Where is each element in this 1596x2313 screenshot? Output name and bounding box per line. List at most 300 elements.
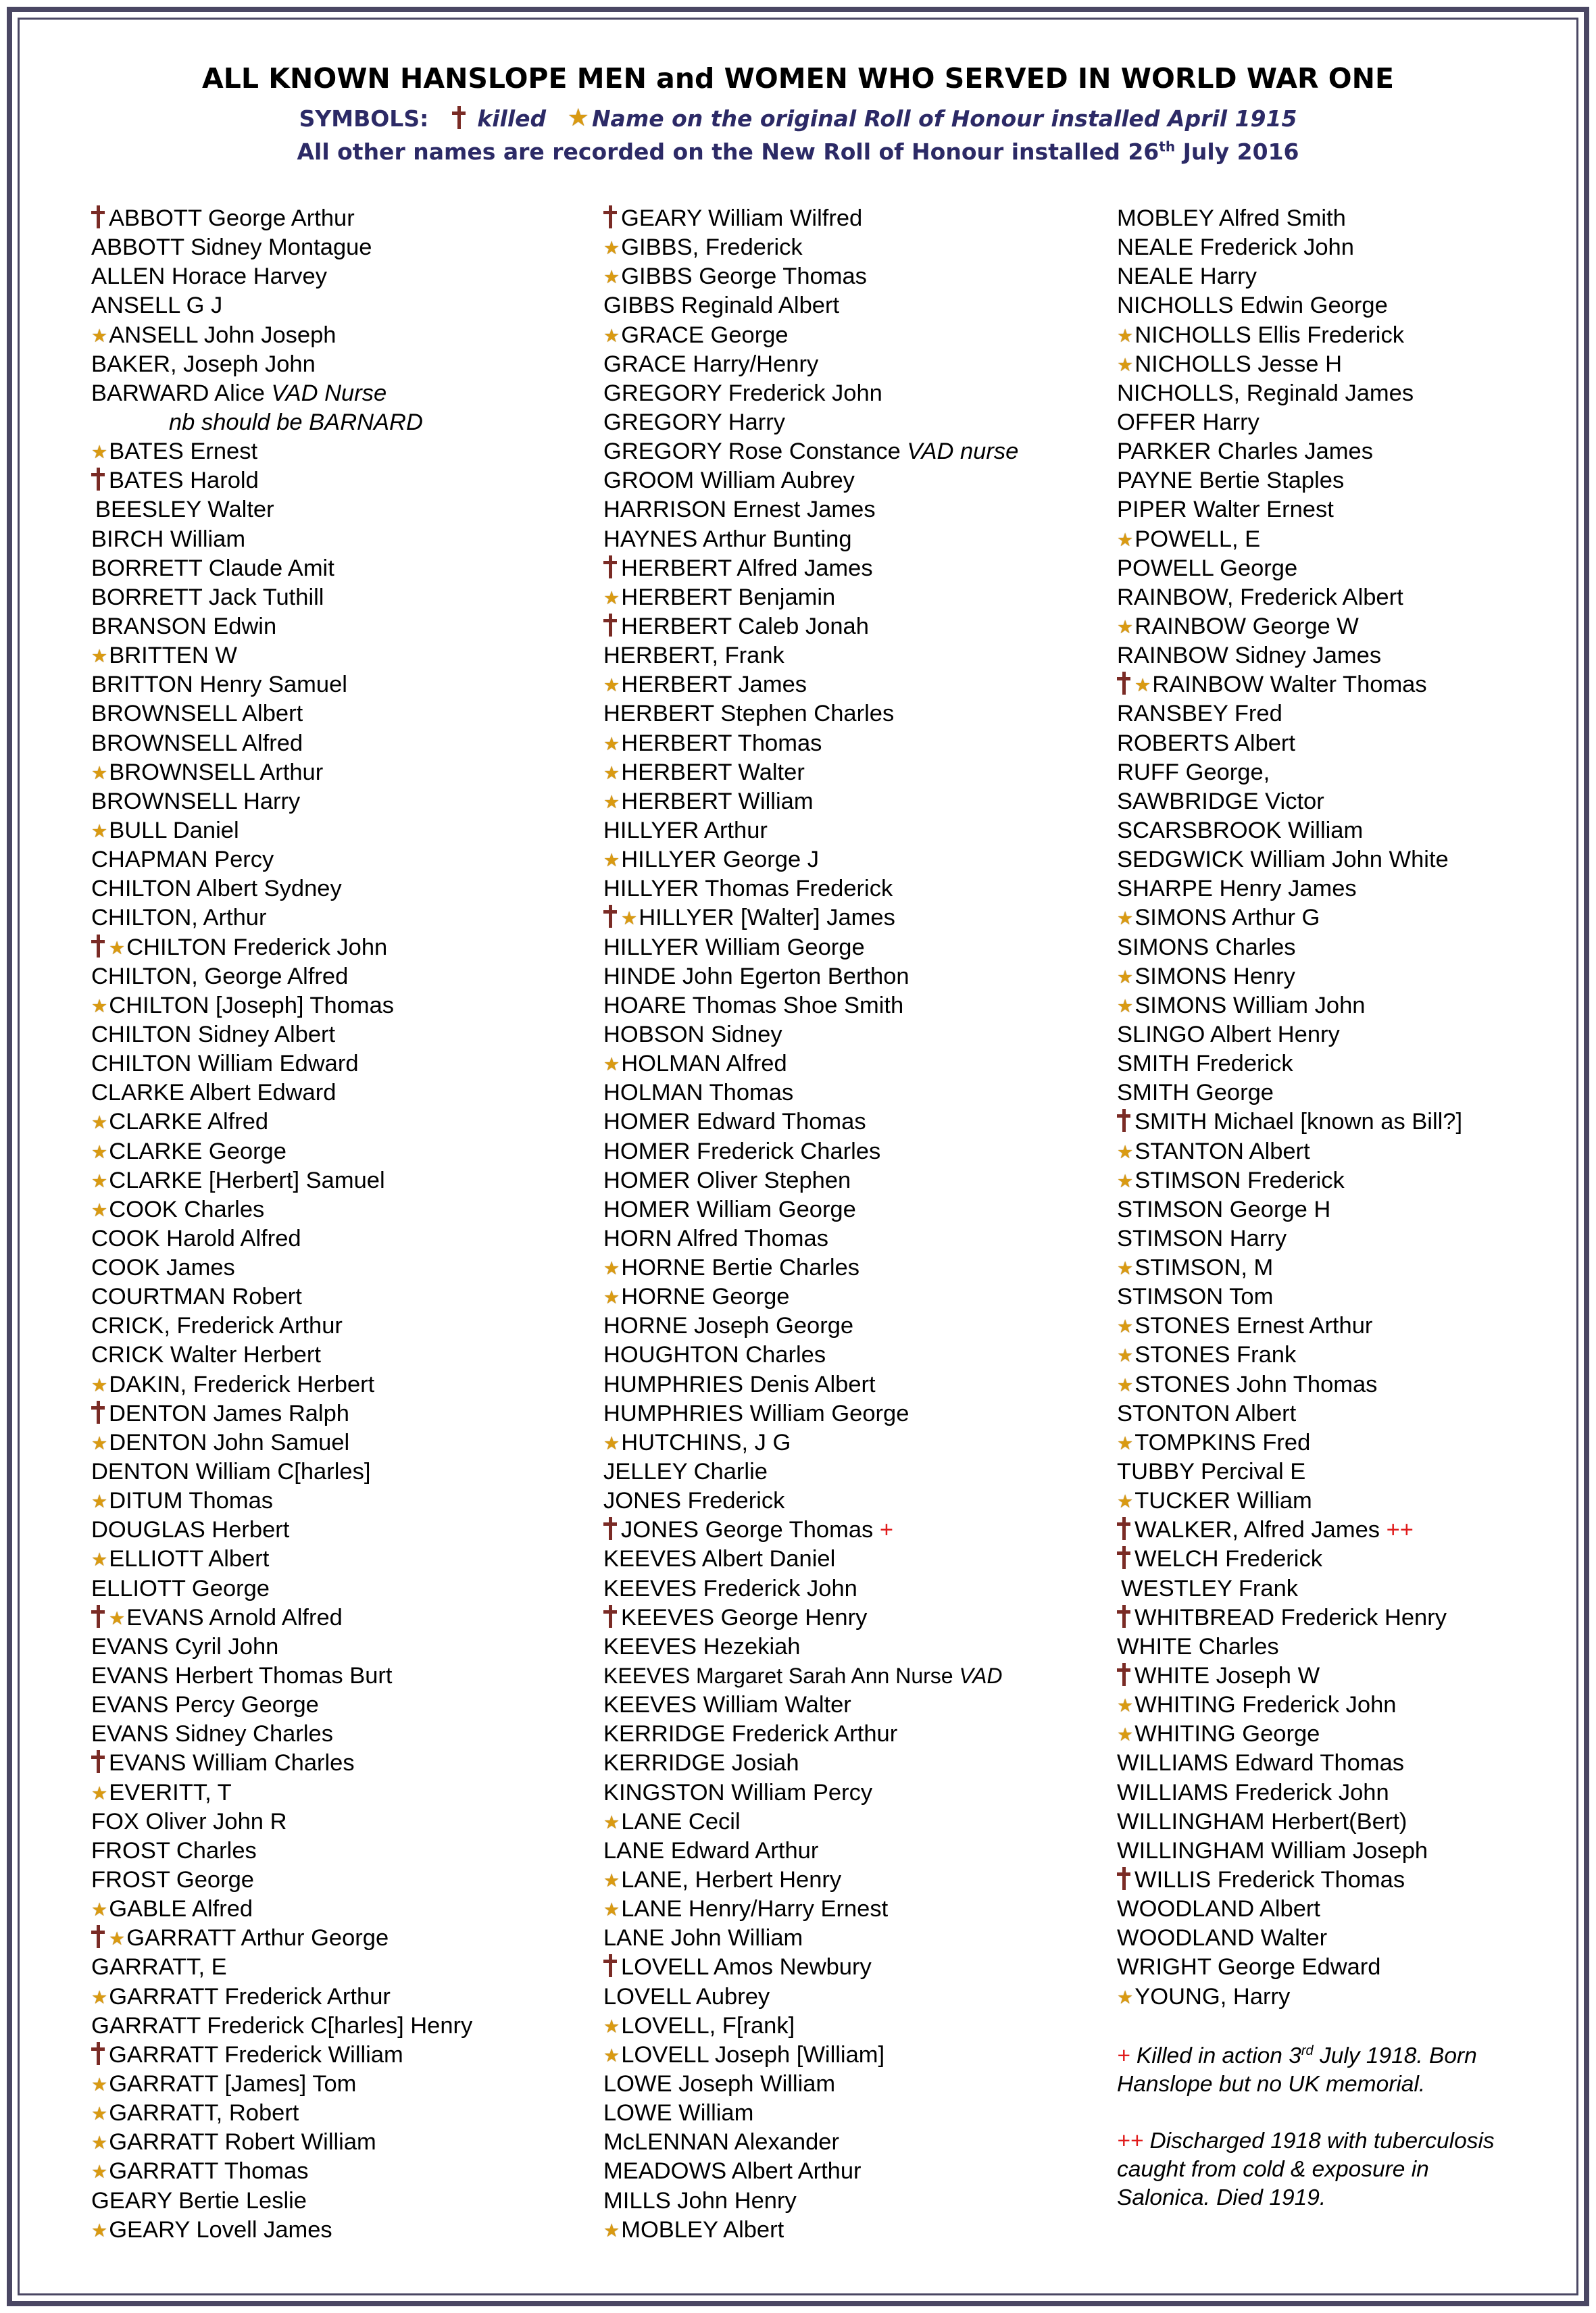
name-entry bbox=[91, 787, 591, 816]
name-text: ABBOTT George Arthur bbox=[109, 205, 355, 231]
name-entry bbox=[603, 1020, 1103, 1049]
name-entry bbox=[91, 291, 591, 320]
cross-icon bbox=[1117, 1109, 1130, 1132]
name-text: BATES Harold bbox=[109, 468, 259, 494]
name-entry bbox=[603, 554, 1103, 583]
name-text: HORNE Bertie Charles bbox=[621, 1255, 859, 1281]
name-entry bbox=[603, 1633, 1103, 1662]
name-text: BROWNSELL Albert bbox=[91, 701, 303, 727]
name-entry bbox=[603, 2216, 1103, 2245]
name-text: GARRATT Robert William bbox=[109, 2129, 376, 2156]
cross-icon bbox=[452, 106, 466, 129]
name-entry bbox=[91, 1603, 591, 1633]
name-text: HUMPHRIES Denis Albert bbox=[603, 1371, 876, 1397]
name-text: TUCKER William bbox=[1134, 1488, 1312, 1514]
star-icon: ★ bbox=[1117, 1170, 1134, 1191]
name-entry bbox=[1117, 350, 1583, 379]
name-text: KINGSTON William Percy bbox=[603, 1779, 873, 1806]
name-text: GIBBS, Frederick bbox=[621, 234, 803, 261]
name-entry bbox=[603, 670, 1103, 699]
name-entry bbox=[91, 1516, 591, 1545]
name-entry bbox=[603, 1195, 1103, 1224]
name-entry bbox=[603, 495, 1103, 524]
star-icon: ★ bbox=[91, 1170, 108, 1191]
name-text: SMITH Michael [known as Bill?] bbox=[1134, 1109, 1463, 1135]
name-entry bbox=[603, 1749, 1103, 1778]
star-icon: ★ bbox=[1117, 1141, 1134, 1162]
name-text: ELLIOTT Albert bbox=[109, 1546, 270, 1572]
name-text: RAINBOW, Frederick Albert bbox=[1117, 584, 1403, 610]
name-entry bbox=[91, 816, 591, 845]
star-icon: ★ bbox=[1117, 529, 1134, 550]
cross-icon bbox=[91, 1925, 105, 1948]
name-text: POWELL, E bbox=[1134, 526, 1261, 552]
name-text: CHILTON Sidney Albert bbox=[91, 1021, 336, 1047]
name-entry bbox=[91, 1224, 591, 1253]
name-text: NICHOLLS, Reginald James bbox=[1117, 380, 1414, 406]
name-entry bbox=[91, 1108, 591, 1137]
name-text: GROOM William Aubrey bbox=[603, 468, 855, 494]
name-text: HUTCHINS, J G bbox=[621, 1429, 791, 1456]
name-entry bbox=[91, 2099, 591, 2128]
name-entry bbox=[91, 233, 591, 262]
footnote-1-sup: rd bbox=[1301, 2043, 1314, 2058]
name-text: HERBERT Stephen Charles bbox=[603, 701, 895, 727]
name-text: MOBLEY Alfred Smith bbox=[1117, 205, 1346, 231]
name-text: EVANS William Charles bbox=[109, 1750, 355, 1776]
role-note: VAD Nurse bbox=[271, 380, 387, 406]
name-text: LOVELL Amos Newbury bbox=[621, 1954, 872, 1981]
footnote-1 bbox=[1117, 2037, 1583, 2099]
name-text: WESTLEY Frank bbox=[1121, 1575, 1299, 1601]
name-entry bbox=[603, 2187, 1103, 2216]
name-entry bbox=[1117, 1545, 1583, 1574]
star-icon: ★ bbox=[1117, 1258, 1134, 1279]
name-text: WOODLAND Albert bbox=[1117, 1896, 1320, 1922]
star-icon: ★ bbox=[1117, 616, 1134, 637]
name-entry bbox=[603, 1574, 1103, 1603]
name-text: HOLMAN Thomas bbox=[603, 1080, 794, 1106]
star-icon: ★ bbox=[1117, 1345, 1134, 1366]
name-entry bbox=[91, 2187, 591, 2216]
name-entry bbox=[603, 2128, 1103, 2157]
name-entry bbox=[603, 1924, 1103, 1953]
name-entry bbox=[1117, 1487, 1583, 1516]
star-icon: ★ bbox=[1117, 1695, 1134, 1716]
name-entry bbox=[91, 903, 591, 932]
name-text: GEARY Bertie Leslie bbox=[91, 2187, 307, 2214]
name-text: SIMONS Henry bbox=[1134, 963, 1295, 989]
star-icon: ★ bbox=[1134, 675, 1151, 696]
name-entry bbox=[91, 350, 591, 379]
name-entry bbox=[1117, 1691, 1583, 1720]
cross-icon bbox=[603, 614, 617, 637]
name-entry bbox=[91, 1137, 591, 1166]
name-text: HOMER William George bbox=[603, 1196, 856, 1222]
symbols-label: SYMBOLS: bbox=[299, 105, 429, 132]
name-text: LOWE William bbox=[603, 2100, 754, 2127]
names-column-2 bbox=[603, 204, 1103, 2245]
roll-note-text: All other names are recorded on the New Roll of Honour installed 26 bbox=[297, 139, 1159, 165]
name-text: GREGORY Harry bbox=[603, 409, 786, 435]
star-icon: ★ bbox=[109, 1608, 126, 1628]
star-icon: ★ bbox=[109, 937, 126, 958]
cross-icon bbox=[91, 468, 105, 491]
name-entry bbox=[603, 1983, 1103, 2012]
name-text: BAKER, Joseph John bbox=[91, 351, 316, 377]
name-text: HILLYER Thomas Frederick bbox=[603, 876, 893, 902]
name-text: GRACE George bbox=[621, 322, 789, 348]
name-entry bbox=[1117, 1224, 1583, 1253]
cross-icon bbox=[1117, 1867, 1130, 1890]
name-entry bbox=[1117, 1370, 1583, 1399]
star-icon: ★ bbox=[603, 1870, 620, 1891]
name-entry bbox=[1117, 641, 1583, 670]
cross-icon bbox=[603, 1954, 617, 1977]
name-text: LANE Henry/Harry Ernest bbox=[621, 1896, 889, 1922]
name-entry bbox=[603, 1691, 1103, 1720]
name-entry bbox=[603, 1312, 1103, 1341]
name-text: DOUGLAS Herbert bbox=[91, 1517, 290, 1543]
name-text: BROWNSELL Harry bbox=[91, 788, 301, 814]
footnote-1-text-b: July 1918. Born bbox=[1313, 2043, 1477, 2068]
name-text: STONTON Albert bbox=[1117, 1400, 1297, 1426]
name-entry bbox=[91, 1370, 591, 1399]
name-text: SIMONS William John bbox=[1134, 992, 1366, 1018]
name-text: CHILTON, George Alfred bbox=[91, 963, 349, 989]
name-entry bbox=[91, 408, 591, 437]
name-text: WHITING Frederick John bbox=[1134, 1692, 1397, 1718]
star-icon: ★ bbox=[91, 1899, 108, 1920]
name-entry bbox=[91, 1953, 591, 1982]
name-text: ANSELL G J bbox=[91, 293, 223, 319]
name-entry bbox=[91, 1720, 591, 1749]
star-icon: ★ bbox=[603, 850, 620, 871]
name-entry bbox=[1117, 1078, 1583, 1108]
name-text: GARRATT Frederick C[harles] Henry bbox=[91, 2012, 473, 2039]
name-entry bbox=[603, 1603, 1103, 1633]
name-text: BORRETT Jack Tuthill bbox=[91, 584, 324, 610]
name-text: MOBLEY Albert bbox=[621, 2216, 784, 2243]
name-text: WILLIS Frederick Thomas bbox=[1134, 1867, 1405, 1893]
name-entry bbox=[603, 612, 1103, 641]
name-entry bbox=[603, 991, 1103, 1020]
name-text: NEALE Harry bbox=[1117, 264, 1257, 290]
name-entry bbox=[91, 2012, 591, 2041]
star-icon: ★ bbox=[567, 104, 589, 132]
star-icon: ★ bbox=[1117, 325, 1134, 346]
name-text: TOMPKINS Fred bbox=[1134, 1429, 1311, 1456]
roll-note-suffix: July 2016 bbox=[1175, 139, 1299, 165]
name-entry bbox=[603, 466, 1103, 495]
name-text: WILLINGHAM Herbert(Bert) bbox=[1117, 1808, 1407, 1835]
name-text: BARWARD Alice bbox=[91, 380, 272, 406]
star-icon: ★ bbox=[91, 1987, 108, 2008]
name-text: GARRATT Thomas bbox=[109, 2158, 309, 2185]
name-text: DENTON William C[harles] bbox=[91, 1459, 371, 1485]
name-text: STIMSON Frederick bbox=[1134, 1167, 1345, 1193]
name-entry bbox=[91, 437, 591, 466]
star-icon: ★ bbox=[603, 2045, 620, 2066]
name-text: KEEVES Margaret Sarah Ann Nurse bbox=[603, 1664, 959, 1689]
name-entry bbox=[1117, 1662, 1583, 1691]
name-text: NICHOLLS Edwin George bbox=[1117, 293, 1388, 319]
cross-icon bbox=[603, 1605, 617, 1628]
name-text: GARRATT, E bbox=[91, 1954, 227, 1981]
cross-icon bbox=[603, 205, 617, 228]
name-text: EVANS Sidney Charles bbox=[91, 1721, 333, 1747]
name-text: HAYNES Arthur Bunting bbox=[603, 526, 852, 552]
name-entry bbox=[1117, 1458, 1583, 1487]
name-text: WALKER, Alfred James bbox=[1134, 1517, 1387, 1543]
name-entry bbox=[91, 612, 591, 641]
star-icon: ★ bbox=[91, 820, 108, 841]
name-entry bbox=[91, 1633, 591, 1662]
name-entry bbox=[603, 2041, 1103, 2070]
name-text: KEEVES Hezekiah bbox=[603, 1633, 801, 1660]
name-entry bbox=[1117, 1137, 1583, 1166]
name-entry bbox=[603, 1108, 1103, 1137]
cross-icon bbox=[91, 935, 105, 957]
name-text: GIBBS Reginald Albert bbox=[603, 293, 840, 319]
symbols-legend bbox=[0, 104, 1596, 132]
name-entry bbox=[91, 1779, 591, 1808]
name-entry bbox=[603, 845, 1103, 874]
name-text: COOK Charles bbox=[109, 1196, 265, 1222]
name-entry bbox=[1117, 699, 1583, 728]
name-text: CLARKE Alfred bbox=[109, 1109, 269, 1135]
name-entry bbox=[1117, 845, 1583, 874]
name-text: KERRIDGE Frederick Arthur bbox=[603, 1721, 898, 1747]
name-text: LANE Edward Arthur bbox=[603, 1837, 819, 1864]
name-entry bbox=[603, 816, 1103, 845]
name-text: McLENNAN Alexander bbox=[603, 2129, 839, 2156]
name-text: BRITTEN W bbox=[109, 643, 237, 669]
name-entry bbox=[603, 1224, 1103, 1253]
name-text: FOX Oliver John R bbox=[91, 1808, 287, 1835]
name-entry bbox=[91, 699, 591, 728]
page-title: ALL KNOWN HANSLOPE MEN and WOMEN WHO SERVED IN WORLD WAR ONE bbox=[202, 62, 1394, 95]
name-entry bbox=[603, 262, 1103, 291]
star-icon: ★ bbox=[91, 762, 108, 783]
name-entry bbox=[1117, 1603, 1583, 1633]
name-entry bbox=[603, 1166, 1103, 1195]
name-text: SHARPE Henry James bbox=[1117, 876, 1357, 902]
star-icon: ★ bbox=[91, 995, 108, 1016]
footnote-1-text-a: Killed in action 3 bbox=[1130, 2043, 1301, 2068]
name-text: EVANS Percy George bbox=[91, 1692, 319, 1718]
name-text: JONES Frederick bbox=[603, 1488, 785, 1514]
name-entry bbox=[1117, 233, 1583, 262]
name-entry bbox=[603, 525, 1103, 554]
name-entry bbox=[91, 933, 591, 962]
names-column-3 bbox=[1117, 204, 1583, 2212]
name-entry bbox=[1117, 1312, 1583, 1341]
name-entry bbox=[1117, 1516, 1583, 1545]
name-text: BROWNSELL Alfred bbox=[91, 730, 303, 756]
name-text: HARRISON Ernest James bbox=[603, 497, 876, 523]
name-text: KEEVES Frederick John bbox=[603, 1575, 857, 1601]
name-entry bbox=[1117, 962, 1583, 991]
star-icon: ★ bbox=[91, 2162, 108, 2183]
name-text: STIMSON Tom bbox=[1117, 1284, 1274, 1310]
name-entry bbox=[603, 1078, 1103, 1108]
name-text: GARRATT, Robert bbox=[109, 2100, 299, 2127]
name-text: COOK James bbox=[91, 1255, 235, 1281]
name-entry bbox=[91, 583, 591, 612]
name-text: BROWNSELL Arthur bbox=[109, 759, 324, 785]
star-label: Name on the original Roll of Honour installed April 1915 bbox=[591, 105, 1297, 132]
cross-icon bbox=[91, 1401, 105, 1424]
name-text: COOK Harold Alfred bbox=[91, 1225, 301, 1251]
name-entry bbox=[91, 962, 591, 991]
footnote-2-text-b: caught from cold & exposure in bbox=[1117, 2156, 1429, 2182]
name-text: WHITE Charles bbox=[1117, 1633, 1279, 1660]
star-icon: ★ bbox=[603, 1258, 620, 1279]
name-entry bbox=[91, 1808, 591, 1837]
name-entry bbox=[1117, 437, 1583, 466]
name-text: HERBERT Walter bbox=[621, 759, 805, 785]
star-icon: ★ bbox=[91, 646, 108, 667]
name-entry bbox=[91, 1049, 591, 1078]
name-entry bbox=[91, 1895, 591, 1924]
name-text: GARRATT Frederick William bbox=[109, 2041, 403, 2068]
name-entry bbox=[603, 350, 1103, 379]
cross-icon bbox=[1117, 672, 1130, 695]
name-text: LANE, Herbert Henry bbox=[621, 1867, 842, 1893]
name-text: MILLS John Henry bbox=[603, 2187, 797, 2214]
name-entry bbox=[91, 525, 591, 554]
name-entry bbox=[1117, 1983, 1583, 2012]
name-text: CHILTON, Arthur bbox=[91, 905, 267, 931]
name-entry bbox=[603, 1662, 1103, 1691]
name-text: GEARY William Wilfred bbox=[621, 205, 863, 231]
name-entry bbox=[91, 1283, 591, 1312]
star-icon: ★ bbox=[91, 1199, 108, 1220]
name-text: SMITH Frederick bbox=[1117, 1051, 1293, 1077]
name-entry bbox=[1117, 466, 1583, 495]
name-entry bbox=[603, 1895, 1103, 1924]
name-text: WHITING George bbox=[1134, 1721, 1320, 1747]
name-entry bbox=[1117, 729, 1583, 758]
cross-icon bbox=[91, 1750, 105, 1773]
name-entry bbox=[1117, 874, 1583, 903]
footnote-2-text-a: Discharged 1918 with tuberculosis bbox=[1143, 2128, 1495, 2154]
name-entry bbox=[603, 962, 1103, 991]
name-entry bbox=[1117, 1895, 1583, 1924]
star-icon: ★ bbox=[603, 791, 620, 812]
star-icon: ★ bbox=[109, 1929, 126, 1949]
star-icon: ★ bbox=[603, 762, 620, 783]
name-entry bbox=[1117, 1195, 1583, 1224]
name-text: SIMONS Arthur G bbox=[1134, 905, 1320, 931]
name-entry bbox=[91, 1020, 591, 1049]
name-entry bbox=[91, 1662, 591, 1691]
footnote-1-text-c: Hanslope but no UK memorial. bbox=[1117, 2071, 1426, 2097]
star-icon: ★ bbox=[603, 587, 620, 608]
name-text: BEESLEY Walter bbox=[95, 497, 274, 523]
name-text: FROST George bbox=[91, 1867, 254, 1893]
name-text: NICHOLLS Jesse H bbox=[1134, 351, 1342, 377]
star-icon: ★ bbox=[603, 1287, 620, 1308]
cross-icon bbox=[1117, 1546, 1130, 1569]
name-entry bbox=[603, 204, 1103, 233]
name-text: GIBBS George Thomas bbox=[621, 264, 867, 290]
star-icon: ★ bbox=[1117, 1316, 1134, 1337]
name-text: SAWBRIDGE Victor bbox=[1117, 788, 1324, 814]
name-entry bbox=[91, 874, 591, 903]
star-icon: ★ bbox=[91, 325, 108, 346]
name-text: HOMER Frederick Charles bbox=[603, 1138, 881, 1164]
single-plus-mark: + bbox=[1117, 2043, 1130, 2068]
cross-icon bbox=[603, 555, 617, 578]
name-entry bbox=[603, 1866, 1103, 1895]
name-text: SIMONS Charles bbox=[1117, 934, 1296, 960]
name-text: WRIGHT George Edward bbox=[1117, 1954, 1381, 1981]
name-entry bbox=[91, 321, 591, 350]
name-entry bbox=[91, 2070, 591, 2099]
name-text: TUBBY Percival E bbox=[1117, 1459, 1306, 1485]
name-entry bbox=[1117, 408, 1583, 437]
name-entry bbox=[1117, 1341, 1583, 1370]
name-text: KEEVES William Walter bbox=[603, 1692, 851, 1718]
name-entry bbox=[603, 379, 1103, 408]
name-text: HORNE Joseph George bbox=[603, 1313, 854, 1339]
star-icon: ★ bbox=[1117, 1491, 1134, 1512]
name-entry bbox=[603, 903, 1103, 932]
name-entry bbox=[1117, 1574, 1583, 1603]
name-entry bbox=[91, 1545, 591, 1574]
name-entry bbox=[91, 641, 591, 670]
name-entry bbox=[603, 583, 1103, 612]
name-entry bbox=[91, 2216, 591, 2245]
name-entry bbox=[603, 1837, 1103, 1866]
name-text: YOUNG, Harry bbox=[1134, 1983, 1291, 2010]
cross-icon bbox=[603, 905, 617, 928]
name-text: HERBERT William bbox=[621, 788, 814, 814]
name-entry bbox=[1117, 1283, 1583, 1312]
name-text: WILLIAMS Edward Thomas bbox=[1117, 1750, 1405, 1776]
name-text: RANSBEY Fred bbox=[1117, 701, 1282, 727]
name-entry bbox=[91, 495, 591, 524]
name-text: BRANSON Edwin bbox=[91, 613, 277, 639]
name-entry bbox=[603, 874, 1103, 903]
name-entry bbox=[1117, 1020, 1583, 1049]
name-text: HUMPHRIES William George bbox=[603, 1400, 909, 1426]
star-icon: ★ bbox=[1117, 1987, 1134, 2008]
name-text: GARRATT [James] Tom bbox=[109, 2071, 357, 2097]
name-text: HINDE John Egerton Berthon bbox=[603, 963, 909, 989]
name-entry bbox=[603, 699, 1103, 728]
name-entry bbox=[603, 1487, 1103, 1516]
name-entry bbox=[603, 1545, 1103, 1574]
star-icon: ★ bbox=[603, 1899, 620, 1920]
name-entry bbox=[91, 1458, 591, 1487]
name-entry bbox=[91, 991, 591, 1020]
cross-icon bbox=[1117, 1663, 1130, 1686]
star-icon: ★ bbox=[1117, 1433, 1134, 1453]
name-text: STANTON Albert bbox=[1134, 1138, 1310, 1164]
name-text: WHITE Joseph W bbox=[1134, 1663, 1320, 1689]
name-text: STONES Frank bbox=[1134, 1342, 1297, 1368]
name-text: WOODLAND Walter bbox=[1117, 1925, 1328, 1951]
name-entry bbox=[91, 1691, 591, 1720]
name-text: KERRIDGE Josiah bbox=[603, 1750, 799, 1776]
name-text: HERBERT James bbox=[621, 672, 807, 698]
roll-note bbox=[0, 139, 1596, 165]
name-entry bbox=[91, 1078, 591, 1108]
footnote-2 bbox=[1117, 2127, 1583, 2212]
